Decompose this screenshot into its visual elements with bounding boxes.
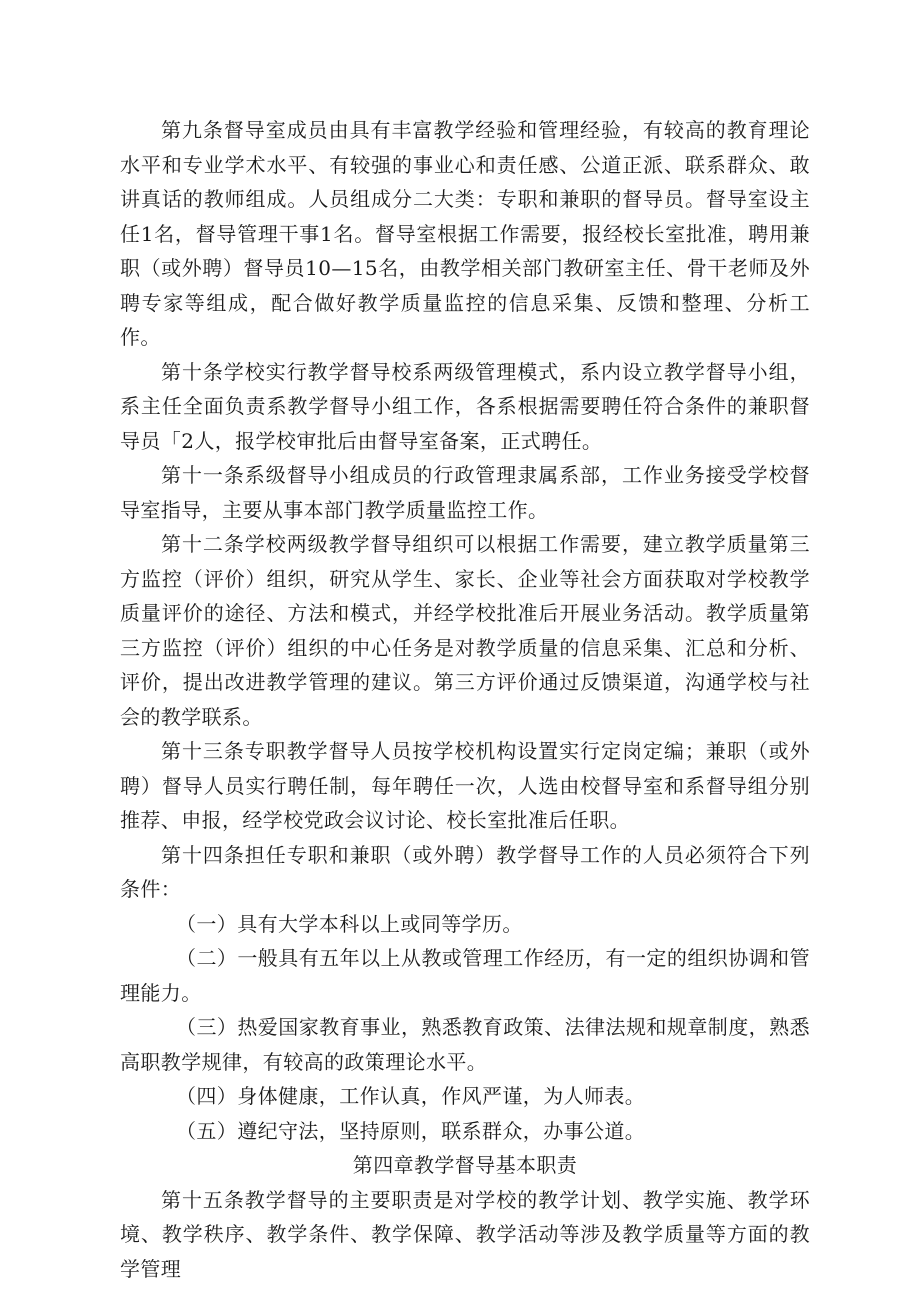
condition-item-4: （四）身体健康，工作认真，作风严谨，为人师表。 (176, 1084, 646, 1108)
chapter-4-heading: 第四章教学督导基本职责 (352, 1153, 578, 1177)
condition-item-3: （三）热爱国家教育事业，熟悉教育政策、法律法规和规章制度，熟悉高职教学规律，有较高的政策理论水平。 (120, 1015, 810, 1074)
article-10-paragraph: 第十条学校实行教学督导校系两级管理模式，系内设立教学督导小组，系主任全面负责系教学督导小组工作，各系根据需要聘任符合条件的兼职督导员「2人，报学校审批后由督导室备案，正式聘任。 (120, 359, 810, 453)
article-11-paragraph: 第十一条系级督导小组成员的行政管理隶属系部，工作业务接受学校督导室指导，主要从事本部门教学质量监控工作。 (120, 463, 810, 522)
condition-item-2: （二）一般具有五年以上从教或管理工作经历，有一定的组织协调和管理能力。 (120, 946, 810, 1005)
article-12-paragraph: 第十二条学校两级教学督导组织可以根据工作需要，建立教学质量第三方监控（评价）组织，研究从学生、家长、企业等社会方面获取对学校教学质量评价的途径、方法和模式，并经学校批准后开展业务活动。教学质量第三方监控（评价）组织的中心任务是对教学质量的信息采集、汇总和分析、评价，提出改进教学管理的建议。第三方评价通过反馈渠道，沟通学校与社会的教学联系。 (120, 532, 810, 729)
article-14-paragraph: 第十四条担任专职和兼职（或外聘）教学督导工作的人员必须符合下列条件： (120, 842, 810, 901)
article-9-paragraph: 第九条督导室成员由具有丰富教学经验和管理经验，有较高的教育理论水平和专业学术水平、有较强的事业心和责任感、公道正派、联系群众、敢讲真话的教师组成。人员组成分二大类：专职和兼职的督导员。督导室设主任1名，督导管理干事1名。督导室根据工作需要，报经校长室批准，聘用兼职（或外聘）督导员10—15名，由教学相关部门教研室主任、骨干老师及外聘专家等组成，配合做好教学质量监控的信息采集、反馈和整理、分析工作。 (120, 118, 810, 349)
document-body (120, 113, 810, 1286)
article-13-paragraph: 第十三条专职教学督导人员按学校机构设置实行定岗定编；兼职（或外聘）督导人员实行聘任制，每年聘任一次，人选由校督导室和系督导组分别推荐、申报，经学校党政会议讨论、校长室批准后任职。 (120, 739, 810, 832)
condition-item-1: （一）具有大学本科以上或同等学历。 (176, 911, 523, 936)
article-15-paragraph: 第十五条教学督导的主要职责是对学校的教学计划、教学实施、教学环境、教学秩序、教学条件、教学保障、教学活动等涉及教学质量等方面的教学管理 (120, 1187, 810, 1281)
condition-item-5: （五）遵纪守法，坚持原则，联系群众，办事公道。 (176, 1118, 646, 1143)
